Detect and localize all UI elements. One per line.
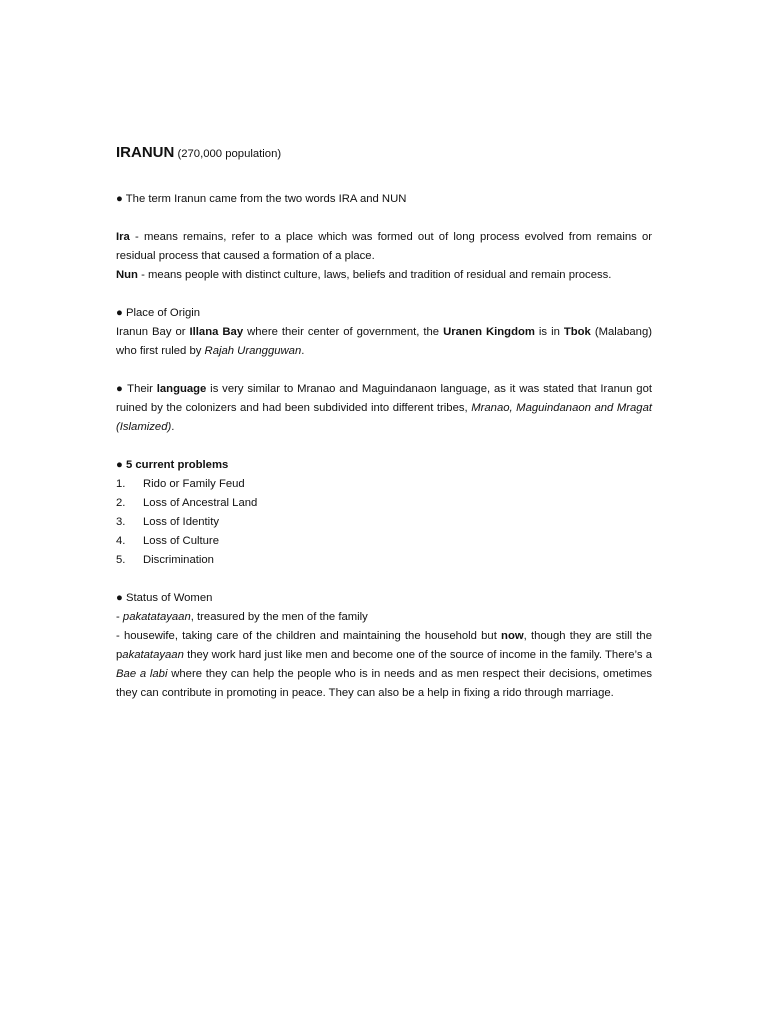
origin-text-5: . xyxy=(301,345,305,357)
language-text-1: Their xyxy=(127,383,157,395)
list-number: 4. xyxy=(116,535,126,547)
women-line-1 xyxy=(116,608,652,627)
women-line-1-text: , treasured by the men of the family xyxy=(190,611,368,623)
tbok: Tbok xyxy=(563,326,591,338)
term-origin-paragraph xyxy=(116,190,652,209)
pakatatayaan-term-2: akatatayaan xyxy=(122,649,184,661)
language-text-2: is very similar to Mranao and Maguindanaon language, as it was stated that Iranun got ruined by the colonizers and had been subdivided into different tribes, xyxy=(116,383,652,414)
list-text: Loss of Ancestral Land xyxy=(143,497,258,509)
origin-heading-text: Place of Origin xyxy=(125,307,201,319)
women-text-3: they work hard just like men and become one of the source of income in the family. There’s a xyxy=(183,649,652,661)
dash: - xyxy=(116,611,123,623)
women-text-4: where they can help the people who is in needs and as men respect their decisions, ometimes they can contribute in promoting in peace. They can also be a help in fixing a rido through marriage. xyxy=(116,668,652,699)
women-paragraph-2 xyxy=(116,627,652,703)
origin-text-1: Iranun Bay or xyxy=(116,326,190,338)
pakatatayaan-term: pakatatayaan xyxy=(122,611,191,623)
tribes-list: Mranao, Maguindanaon and Mragat (Islamized) xyxy=(116,402,652,433)
list-item xyxy=(116,494,652,513)
document-page xyxy=(116,142,652,703)
bullet-icon: ● xyxy=(116,459,123,471)
list-text: Loss of Culture xyxy=(143,535,219,547)
ira-term: Ira xyxy=(116,231,130,243)
list-item xyxy=(116,532,652,551)
language-paragraph xyxy=(116,380,652,437)
ira-definition xyxy=(116,228,652,266)
term-origin-text: The term Iranun came from the two words IRA and NUN xyxy=(125,193,407,205)
list-item xyxy=(116,513,652,532)
heading-line xyxy=(116,142,652,165)
list-number: 1. xyxy=(116,478,126,490)
list-text: Discrimination xyxy=(143,554,214,566)
bullet-icon: ● xyxy=(116,383,124,395)
problems-heading-text: 5 current problems xyxy=(125,459,229,471)
nun-term: Nun xyxy=(116,269,138,281)
problems-heading xyxy=(116,456,652,475)
language-text-3: . xyxy=(171,421,175,433)
list-text: Rido or Family Feud xyxy=(143,478,245,490)
bae-a-labi-term: Bae a labi xyxy=(116,668,168,680)
list-text: Loss of Identity xyxy=(143,516,219,528)
bullet-icon: ● xyxy=(116,307,123,319)
list-item xyxy=(116,551,652,570)
problems-list xyxy=(116,475,652,570)
language-term: language xyxy=(156,383,207,395)
women-heading xyxy=(116,589,652,608)
now-term: now xyxy=(501,630,524,642)
women-heading-text: Status of Women xyxy=(125,592,213,604)
list-number: 5. xyxy=(116,554,126,566)
uranen-kingdom: Uranen Kingdom xyxy=(443,326,535,338)
list-item xyxy=(116,475,652,494)
ira-text: - means remains, refer to a place which was formed out of long process evolved from remains or residual process that caused a formation of a place. xyxy=(116,231,652,262)
bullet-icon: ● xyxy=(116,592,123,604)
origin-text-2: where their center of government, the xyxy=(243,326,444,338)
origin-paragraph xyxy=(116,323,652,361)
origin-text-3: is in xyxy=(534,326,564,338)
women-text-2: , though they are still the p xyxy=(116,630,652,661)
origin-heading xyxy=(116,304,652,323)
document-title: IRANUN xyxy=(116,144,175,161)
nun-text: - means people with distinct culture, laws, beliefs and tradition of residual and remain process. xyxy=(137,269,612,281)
list-number: 2. xyxy=(116,497,126,509)
bullet-icon: ● xyxy=(116,193,123,205)
women-text-1: - housewife, taking care of the children and maintaining the household but xyxy=(116,630,502,642)
population-note: (270,000 population) xyxy=(177,148,282,160)
nun-definition xyxy=(116,266,652,285)
rajah-name: Rajah Urangguwan xyxy=(204,345,302,357)
list-number: 3. xyxy=(116,516,126,528)
illana-bay: Illana Bay xyxy=(189,326,244,338)
origin-text-4: (Malabang) who first ruled by xyxy=(116,326,652,357)
